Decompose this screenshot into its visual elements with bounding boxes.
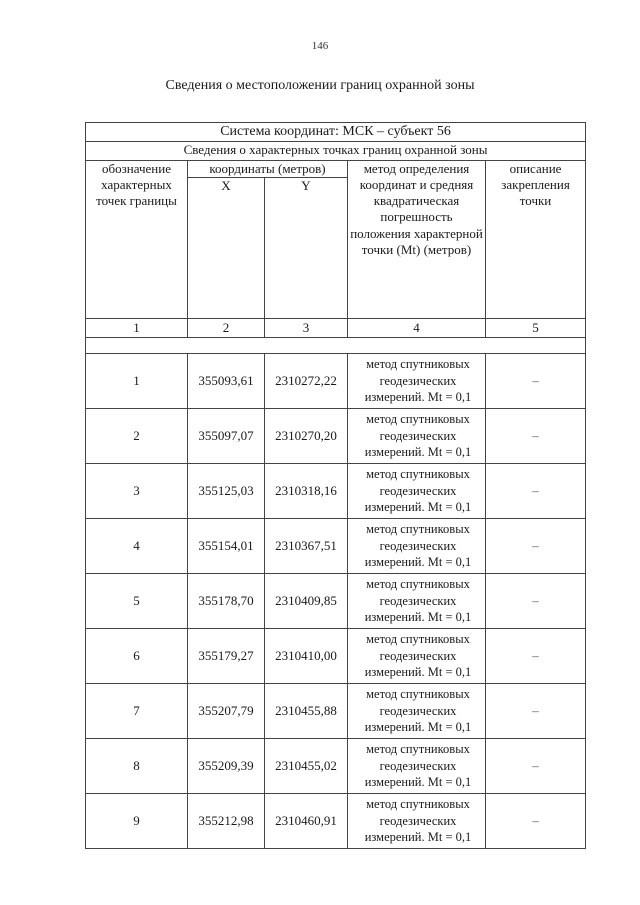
y-coordinate-cell: 2310455,02 [265, 738, 348, 793]
method-line: измерений. Mt = 0,1 [364, 444, 472, 459]
method-line: метод спутниковых [366, 687, 470, 702]
point-number-cell: 5 [86, 573, 188, 628]
document-title: Сведения о местоположении границ охранной зоны [165, 78, 475, 93]
method-line: геодезических [379, 428, 457, 443]
method-line: геодезических [379, 373, 457, 388]
column-number: 3 [265, 318, 348, 337]
method-line: измерений. Mt = 0,1 [364, 609, 472, 624]
description-cell: – [486, 408, 586, 463]
method-line: геодезических [379, 483, 457, 498]
table-row [86, 683, 586, 738]
header-point-designation-label: обозначение характерных точек границы [96, 160, 177, 208]
y-coordinate-cell: 2310455,88 [265, 683, 348, 738]
table-row [86, 408, 586, 463]
y-coordinate-cell: 2310318,16 [265, 463, 348, 518]
x-coordinate-cell: 355125,03 [188, 463, 265, 518]
table-row [86, 463, 586, 518]
section-title-header: Сведения о характерных точках границ охранной зоны [86, 141, 586, 160]
method-cell [348, 518, 486, 573]
coordinates-table [85, 122, 586, 849]
description-cell: – [486, 463, 586, 518]
method-line: измерений. Mt = 0,1 [364, 554, 472, 569]
method-line: геодезических [379, 813, 457, 828]
y-coordinate-cell: 2310410,00 [265, 628, 348, 683]
method-line: метод спутниковых [366, 357, 470, 372]
method-line: метод спутниковых [366, 632, 470, 647]
header-description-label: описание закрепления точки [501, 160, 570, 208]
x-coordinate-cell: 355154,01 [188, 518, 265, 573]
page-number: 146 [311, 40, 329, 52]
description-cell: – [486, 518, 586, 573]
header-coordinates: координаты (метров) [188, 160, 348, 177]
point-number-cell: 1 [86, 353, 188, 408]
point-number-cell: 9 [86, 793, 188, 848]
method-line: метод спутниковых [366, 522, 470, 537]
x-coordinate-cell: 355097,07 [188, 408, 265, 463]
method-line: геодезических [379, 758, 457, 773]
point-number-cell: 4 [86, 518, 188, 573]
method-line: измерений. Mt = 0,1 [364, 829, 472, 844]
method-line: метод спутниковых [366, 412, 470, 427]
table-row [86, 353, 586, 408]
method-cell [348, 793, 486, 848]
table-row [86, 518, 586, 573]
method-cell [348, 628, 486, 683]
description-cell: – [486, 353, 586, 408]
spacer-row [86, 337, 586, 353]
description-cell: – [486, 628, 586, 683]
column-number: 1 [86, 318, 188, 337]
y-coordinate-cell: 2310460,91 [265, 793, 348, 848]
y-coordinate-cell: 2310270,20 [265, 408, 348, 463]
column-number: 5 [486, 318, 586, 337]
table-row [86, 793, 586, 848]
method-line: метод спутниковых [366, 797, 470, 812]
y-coordinate-cell: 2310367,51 [265, 518, 348, 573]
point-number-cell: 7 [86, 683, 188, 738]
x-coordinate-cell: 355178,70 [188, 573, 265, 628]
method-line: измерений. Mt = 0,1 [364, 719, 472, 734]
method-line: измерений. Mt = 0,1 [364, 774, 472, 789]
method-cell [348, 683, 486, 738]
method-cell [348, 573, 486, 628]
table-row [86, 738, 586, 793]
x-coordinate-cell: 355093,61 [188, 353, 265, 408]
header-point-designation [86, 160, 188, 318]
table-row [86, 573, 586, 628]
header-y: Y [265, 177, 348, 318]
method-line: измерений. Mt = 0,1 [364, 664, 472, 679]
header-method-label: метод определения координат и средняя квадратическая погрешность положения характерной точки (Mt) (метров) [350, 160, 483, 257]
method-cell [348, 738, 486, 793]
method-cell [348, 408, 486, 463]
method-line: метод спутниковых [366, 577, 470, 592]
method-cell [348, 463, 486, 518]
x-coordinate-cell: 355207,79 [188, 683, 265, 738]
point-number-cell: 8 [86, 738, 188, 793]
method-cell [348, 353, 486, 408]
header-description [486, 160, 586, 318]
description-cell: – [486, 738, 586, 793]
column-number: 4 [348, 318, 486, 337]
method-line: геодезических [379, 593, 457, 608]
method-line: геодезических [379, 703, 457, 718]
x-coordinate-cell: 355212,98 [188, 793, 265, 848]
point-number-cell: 3 [86, 463, 188, 518]
point-number-cell: 2 [86, 408, 188, 463]
spacer-cell [86, 337, 586, 353]
coordinate-system-header: Система координат: МСК – субъект 56 [86, 123, 586, 142]
method-line: измерений. Mt = 0,1 [364, 389, 472, 404]
description-cell: – [486, 683, 586, 738]
column-number: 2 [188, 318, 265, 337]
point-number-cell: 6 [86, 628, 188, 683]
header-method [348, 160, 486, 318]
table-row [86, 628, 586, 683]
description-cell: – [486, 573, 586, 628]
x-coordinate-cell: 355209,39 [188, 738, 265, 793]
method-line: метод спутниковых [366, 467, 470, 482]
column-number-row [86, 318, 586, 337]
method-line: геодезических [379, 648, 457, 663]
method-line: метод спутниковых [366, 742, 470, 757]
x-coordinate-cell: 355179,27 [188, 628, 265, 683]
y-coordinate-cell: 2310409,85 [265, 573, 348, 628]
header-x: X [188, 177, 265, 318]
method-line: измерений. Mt = 0,1 [364, 499, 472, 514]
y-coordinate-cell: 2310272,22 [265, 353, 348, 408]
method-line: геодезических [379, 538, 457, 553]
description-cell: – [486, 793, 586, 848]
